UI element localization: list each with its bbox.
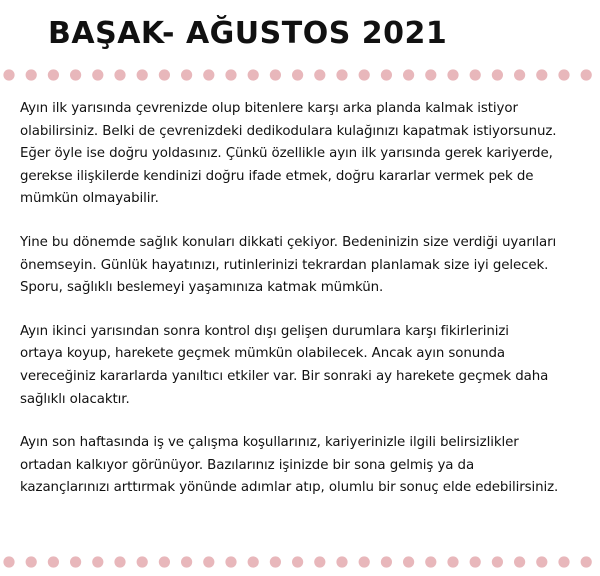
dot-row-bottom bbox=[0, 555, 600, 569]
decorative-dot bbox=[181, 69, 192, 80]
text-line: önemseyin. Günlük hayatınızı, rutinlerinizi tekrardan planlamak size iyi gelecek. bbox=[20, 257, 549, 273]
horoscope-text bbox=[20, 98, 592, 521]
text-line: Ayın ilk yarısında çevrenizde olup bitenlere karşı arka planda kalmak istiyor bbox=[20, 101, 518, 116]
text-line: Ayın son haftasında iş ve çalışma koşullarınız, kariyerinizle ilgili belirsizlikler bbox=[20, 435, 519, 451]
decorative-dot bbox=[48, 556, 59, 567]
decorative-dot bbox=[137, 69, 148, 80]
decorative-dot bbox=[70, 69, 81, 80]
decorative-dot bbox=[225, 556, 236, 567]
paragraph-2 bbox=[20, 232, 592, 300]
decorative-dot bbox=[336, 556, 347, 567]
decorative-dot bbox=[403, 69, 414, 80]
page-title: BAŞAK- AĞUSTOS 2021 bbox=[48, 16, 448, 51]
decorative-dot bbox=[203, 69, 214, 80]
decorative-dot bbox=[492, 69, 503, 80]
decorative-dot bbox=[3, 556, 14, 567]
decorative-dot bbox=[114, 556, 125, 567]
decorative-dot bbox=[514, 69, 525, 80]
text-line: ortadan kalkıyor görünüyor. Bazılarınız işinizde bir sona gelmiş ya da bbox=[20, 457, 475, 473]
decorative-dot bbox=[270, 556, 281, 567]
decorative-dot bbox=[447, 556, 458, 567]
text-line: mümkün olmayabilir. bbox=[20, 191, 159, 207]
decorative-dot bbox=[381, 556, 392, 567]
decorative-dot bbox=[92, 69, 103, 80]
paragraph-4 bbox=[20, 432, 592, 500]
decorative-dot bbox=[359, 69, 370, 80]
decorative-dot bbox=[425, 69, 436, 80]
text-line: vereceğiniz kararlarda yanıltıcı etkiler var. Bir sonraki ay harekete geçmek daha bbox=[20, 368, 549, 384]
decorative-dot bbox=[26, 556, 37, 567]
decorative-dot bbox=[314, 69, 325, 80]
text-line: olabilirsiniz. Belki de çevrenizdeki dedikodulara kulağınızı kapatmak istiyorsunuz. bbox=[20, 123, 557, 139]
decorative-dot bbox=[137, 556, 148, 567]
text-line: sağlıklı olacaktır. bbox=[20, 391, 130, 407]
text-line: Ayın ikinci yarısından sonra kontrol dışı gelişen durumlara karşı fikirlerinizi bbox=[20, 323, 509, 339]
decorative-dot bbox=[558, 556, 569, 567]
decorative-dot bbox=[359, 556, 370, 567]
text-line: ortaya koyup, harekete geçmek mümkün olabilecek. Ancak ayın sonunda bbox=[20, 346, 505, 362]
text-line: Yine bu dönemde sağlık konuları dikkati çekiyor. Bedeninizin size verdiği uyarıları bbox=[20, 234, 557, 250]
decorative-dot bbox=[336, 69, 347, 80]
decorative-dot bbox=[536, 556, 547, 567]
text-line: Sporu, sağlıklı beslemeyi yaşamınıza katmak mümkün. bbox=[20, 280, 384, 296]
decorative-dot bbox=[181, 556, 192, 567]
decorative-dot bbox=[292, 556, 303, 567]
decorative-dot bbox=[447, 69, 458, 80]
decorative-dot bbox=[114, 69, 125, 80]
decorative-dot bbox=[581, 69, 592, 80]
decorative-dot bbox=[92, 556, 103, 567]
decorative-dot bbox=[470, 556, 481, 567]
top-dot-divider bbox=[0, 68, 600, 82]
decorative-dot bbox=[425, 556, 436, 567]
decorative-dot bbox=[536, 69, 547, 80]
decorative-dot bbox=[514, 556, 525, 567]
decorative-dot bbox=[558, 69, 569, 80]
decorative-dot bbox=[314, 556, 325, 567]
decorative-dot bbox=[270, 69, 281, 80]
decorative-dot bbox=[470, 69, 481, 80]
decorative-dot bbox=[26, 69, 37, 80]
decorative-dot bbox=[159, 69, 170, 80]
dot-row-top bbox=[0, 68, 600, 82]
text-line: Eğer öyle ise doğru yoldasınız. Çünkü özellikle ayın ilk yarısında gerek kariyerde, bbox=[20, 146, 553, 162]
decorative-dot bbox=[159, 556, 170, 567]
decorative-dot bbox=[48, 69, 59, 80]
decorative-dot bbox=[492, 556, 503, 567]
decorative-dot bbox=[70, 556, 81, 567]
text-line: kazançlarınızı arttırmak yönünde adımlar atıp, olumlu bir sonuç elde edebilirsiniz. bbox=[20, 480, 559, 496]
paragraph-3 bbox=[20, 321, 592, 411]
text-line: gerekse ilişkilerde kendinizi doğru ifade etmek, doğru kararlar vermek pek de bbox=[20, 168, 534, 184]
decorative-dot bbox=[403, 556, 414, 567]
decorative-dot bbox=[248, 556, 259, 567]
decorative-dot bbox=[381, 69, 392, 80]
decorative-dot bbox=[3, 69, 14, 80]
paragraph-1 bbox=[20, 98, 592, 211]
decorative-dot bbox=[292, 69, 303, 80]
decorative-dot bbox=[225, 69, 236, 80]
decorative-dot bbox=[581, 556, 592, 567]
decorative-dot bbox=[203, 556, 214, 567]
bottom-dot-divider bbox=[0, 555, 600, 569]
decorative-dot bbox=[248, 69, 259, 80]
